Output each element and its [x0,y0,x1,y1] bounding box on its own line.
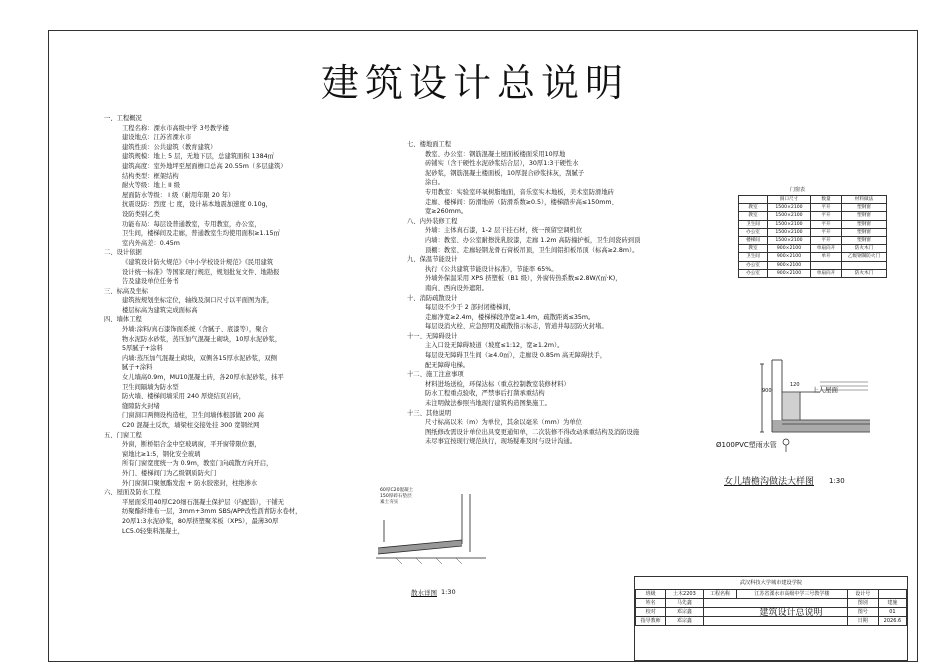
note-line: 未注明做法参照当地现行建筑构造图集施工。 [425,400,551,408]
note-line: 平屋面采用40厚C20细石混凝土保护层（内配筋），干铺无 [122,498,285,506]
door-table-cell: 乙级钢制防火门 [842,253,887,261]
note-line: 防火墙、楼梯间墙采用 240 厚烧结页岩砖， [122,393,246,401]
note-line: 告及建设单位任务书 [122,278,179,286]
door-table-cell: 办公室 [739,228,768,236]
section-heading: 十三、其他说明 [407,409,452,417]
note-line: 外门窗洞口聚氨酯发泡 + 防水胶密封，柱绝渗水 [122,479,258,487]
note-line: 建筑性质：公共建筑（教育建筑） [122,143,217,151]
parapet-detail-drawing [760,352,880,462]
door-table-cell: 办公室 [739,269,768,277]
door-table-cell [811,261,842,269]
door-table-cell: 教室 [739,204,768,212]
section-heading: 三、标高及坐标 [104,287,149,295]
door-table-cell: 塑钢窗 [842,220,887,228]
note-line: LC5.0轻集料混凝土， [122,527,184,535]
note-line: 每层设无障碍卫生间（≥4.0㎡），走廊设 0.85m 高无障碍扶手， [425,352,607,360]
title-block-cell: 土木2203 [666,590,703,599]
title-block-cell: 图号 [847,608,878,617]
drip-detail-drawing [376,492,496,582]
note-line: 建筑按规划坐标定位，轴线及洞口尺寸以平面图为准， [122,297,274,305]
note-line: 建设地点：江苏省溧水市 [122,134,192,142]
door-table-cell: 教室 [739,245,768,253]
right-notes-column [407,140,640,447]
note-line: 楼层标高为建筑完成面标高 [122,306,198,314]
note-line: 走廊净宽≥2.4m，楼梯梯段净宽≥1.4m，疏散距离≤35m。 [425,313,595,321]
note-line: 女儿墙高0.9m，MU10混凝土砖，各20厚水泥砂浆，抹平 [122,374,284,382]
door-table-cell: 1500×2100 [768,212,811,220]
door-table-cell: 900×2100 [768,269,811,277]
door-table-cell: 900×2100 [768,261,811,269]
door-table-cell: 办公室 [739,261,768,269]
note-line: 砖铺实（含干硬性水泥砂浆结合层），30厚1:3干硬性水 [425,160,579,168]
door-table-cell: 卫生间 [739,253,768,261]
section-heading: 十一、无障碍设计 [407,332,458,340]
note-line: 抗震设防：烈度 七 度，设计基本地震加速度 0.10g， [122,201,272,209]
title-block-cell: 马先鑫 [666,599,703,608]
door-table-header-cell: 材料做法 [842,196,887,204]
note-line: 功能布局：每层设普通教室，专用教室，办公室， [122,220,261,228]
title-block-cell: 图别 [847,599,878,608]
door-table-cell: 平开 [811,212,842,220]
door-table-cell: 防火木门 [842,269,887,277]
parapet-dim-small: 120 [790,382,800,388]
title-block-cell: 日期 [847,617,878,626]
note-line: 每层设不少于 2 部封闭楼梯间， [425,304,515,312]
note-line: 耐火等级：地上 II 级 [122,182,181,190]
door-window-table [738,195,887,278]
title-block-cell: 邓宗鑫 [666,608,703,617]
door-table-row [739,261,887,269]
door-table-cell: 塑钢窗 [842,204,887,212]
section-heading: 九、保温节能设计 [407,256,458,264]
door-table-row [739,253,887,261]
page-title: 建筑设计总说明 [320,61,629,105]
door-table-cell: 单扇向开 [811,269,842,277]
note-line: 物水泥防水砂浆，蒸压加气混凝土砌块，10厚水泥砂浆， [122,335,282,343]
note-line: 外墙:涂料/真石漆饰面系统（含腻子、底漆等），聚合 [122,326,268,334]
note-line: 外墙外保温采用 XPS 挤塑板（B1 级），外窗传热系数≤2.8W/(㎡·K)， [425,275,622,283]
note-line: 建筑高度：室外地坪至屋面檐口总高 20.55m（多层建筑） [122,162,287,170]
title-block-cell: 指导教师 [636,617,666,626]
door-table-cell [842,261,887,269]
door-table-cell: 楼梯间 [739,236,768,244]
section-heading: 四、墙体工程 [104,316,142,324]
door-table-row [739,245,887,253]
note-line: 泥砂浆，钢筋混凝土楼面板，10厚混合砂浆抹灰，刮腻子 [425,169,585,177]
note-line: 南向、西向设外遮阳。 [425,284,488,292]
note-line: 尺寸标高以米（m）为单位，其余以毫米（mm）为单位 [425,419,582,427]
note-line: 未尽事宜按现行规范执行，现场疑难及时与设计沟通。 [425,438,577,446]
door-table-cell: 1500×2100 [768,220,811,228]
section-heading: 八、内外装修工程 [407,217,458,225]
pipe-label: Ø100PVC塑雨水管 [716,441,777,449]
door-table-row [739,212,887,220]
door-table-cell: 平开 [811,236,842,244]
title-block-cell: 校对 [636,608,666,617]
drip-detail-scale: 1:30 [441,588,456,596]
drip-note: 素土夯实 [380,500,399,505]
note-line: 所有门窗宽度统一为 0.9m，教室门向疏散方向开启， [122,460,273,468]
door-table-cell: 塑钢窗 [842,228,887,236]
door-table-cell: 塑钢窗 [842,236,887,244]
section-heading: 六、屋面及防水工程 [104,489,161,497]
note-line: 图纸修改需设计单位出具变更通知单，二次装修不得改动承重结构及消防设施 [425,428,640,436]
section-heading: 十、消防疏散设计 [407,294,458,302]
note-line: 建筑规模：地上 5 层，无地下层，总建筑面积 1384㎡ [122,153,274,161]
note-line: 执行《公共建筑节能设计标准》，节能率 65%。 [425,265,558,273]
door-table-cell: 900×2100 [768,245,811,253]
door-table-header-cell [739,196,768,204]
title-block-cell: 班级 [636,590,666,599]
drawing-name: 建筑设计总说明 [759,608,823,618]
title-block-cell: 设计号 [847,590,878,599]
left-notes-column [104,114,301,536]
door-table-row [739,228,887,236]
title-block-cell: 姓名 [636,599,666,608]
note-line: 内墙:蒸压加气混凝土砌块，双侧各15厚水泥砂浆，双侧 [122,354,277,362]
note-line: 顶棚：教室、走廊轻钢龙骨石膏板吊顶，卫生间铝扣板吊顶（标高≥2.8m）。 [425,246,639,254]
door-table-row [739,220,887,228]
note-line: 5厚腻子+涂料 [122,345,163,353]
drip-note: 150厚碎石垫层 [380,494,412,499]
note-line: 窗地比≥1:5，钢化安全玻璃 [122,450,201,458]
title-block-cell: 工程名称 [703,590,737,599]
door-table-row [739,236,887,244]
door-table-cell: 平开 [811,204,842,212]
door-table-cell: 防火木门 [842,245,887,253]
title-block-cell: 2026.6 [878,617,906,626]
door-table-cell: 900×2100 [768,253,811,261]
note-line: 《建筑设计防火规范》《中小学校设计规范》《民用建筑 [122,258,274,266]
door-table-cell: 1500×2100 [768,236,811,244]
note-line: 专用教室：实验室环氧树脂地面，音乐室实木地板，美术室防滑地砖 [425,188,614,196]
door-table-cell: 1500×2100 [768,228,811,236]
parapet-detail-caption: 女儿墙檐沟做法大样图 [724,477,815,487]
note-line: C20 混凝土反坎，墙梁柱交接处挂 300 宽钢丝网 [122,422,260,429]
note-line: 纺聚酯纤维布一层，3mm+3mm SBS/APP改性沥青防水卷材， [122,508,302,516]
door-table-cell: 教室 [739,212,768,220]
door-table-row [739,269,887,277]
note-line: 材料进场送检，环保达标（重点控制教室装修材料） [425,380,570,388]
note-line: 外墙：主体真石漆，1-2 层干挂石材，统一预留空调机位 [425,227,583,235]
parapet-detail-scale: 1:30 [829,477,845,485]
door-table-cell: 平开 [811,228,842,236]
section-heading: 一、工程概况 [104,115,142,122]
note-line: 卫生间，楼梯间及走廊，普通教室生均使用面积≥1.15㎡ [122,230,280,238]
door-table-caption: 门窗表 [790,187,806,193]
door-table-cell: 单开 [811,253,842,261]
note-line: 设防类别乙类 [122,210,160,218]
note-line: 教室、办公室：钢筋混凝土屋面板楼面采用10厚地 [425,150,566,158]
door-table-header-cell: 洞口尺寸 [768,196,811,204]
note-line: 结构类型：框架结构 [122,172,179,180]
note-line: 腻子+涂料 [122,364,153,372]
note-line: 防水工程重点验收，严禁事后打凿承重结构 [425,390,545,398]
title-block-cell: 01 [878,608,906,617]
note-line: 缝隙防火封堵 [122,402,160,410]
note-line: 每层设消火栓、应急照明及疏散指示标志，管道井每层防火封堵。 [425,323,608,331]
note-line: 宽≥260mm。 [425,208,468,216]
note-line: 屋面防水等级： I 级（耐用年限 20 年） [122,191,235,199]
roof-label: 上人屋面 [812,386,838,394]
note-line: 外窗，断桥铝合金中空玻璃窗，平开窗带限位器， [122,441,261,449]
note-line: 涂白。 [425,179,444,187]
note-line: 设计统一标准》等国家现行规范，规划批复文件、地勘报 [122,268,280,276]
door-table-cell: 塑钢窗 [842,212,887,220]
title-block-cell: 江苏省溧水市高级中学三号教学楼 [737,590,847,599]
drip-note: 60厚C20混凝土 [380,488,414,493]
door-table-row [739,204,887,212]
title-block-school: 武汉科技大学城市建设学院 [635,577,907,590]
note-line: 外门、楼梯间门为乙级钢质防火门 [122,469,217,477]
note-line: 配无障碍电梯。 [425,361,470,369]
door-table-cell: 卫生间 [739,220,768,228]
note-line: 室内外高差：0.45m [122,239,180,247]
door-table-cell: 平开 [811,220,842,228]
door-table-cell: 单扇向开 [811,245,842,253]
section-heading: 二、设计依据 [104,249,142,257]
door-table-header-cell: 数量 [811,196,842,204]
note-line: 内墙：教室、办公室耐擦洗乳胶漆，走廊 1.2m 高防撞护板，卫生间瓷砖到顶 [425,236,641,244]
section-heading: 五、门窗工程 [104,431,142,439]
note-line: 卫生间隔墙为防水型 [122,383,179,391]
section-heading: 十二、施工注意事项 [407,371,464,379]
title-block-row [636,590,907,599]
note-line: 20厚1:3水泥砂浆，80厚挤塑聚苯板（XPS），最薄30厚 [122,517,279,525]
parapet-dim-label: 900 [762,388,772,394]
door-table-cell: 1500×2100 [768,204,811,212]
drip-detail-caption: 散水详图 [411,589,437,597]
note-line: 门窗洞口两侧设构造柱，卫生间墙体根部做 200 高 [122,412,264,420]
title-block-cell [878,590,906,599]
title-block-cell: 邓宗鑫 [666,617,703,626]
title-block [634,576,908,661]
section-heading: 七、楼地面工程 [407,141,452,148]
title-block-cell: 建施 [878,599,906,608]
note-line: 走廊、楼梯间：防滑地砖（防滑系数≥0.5），楼梯踏步高≤150mm、 [425,198,618,206]
note-line: 工程名称：溧水市高级中学 3号教学楼 [122,124,229,132]
note-line: 主入口设无障碍坡道（坡度≤1:12，宽≥1.2m）。 [425,342,564,350]
